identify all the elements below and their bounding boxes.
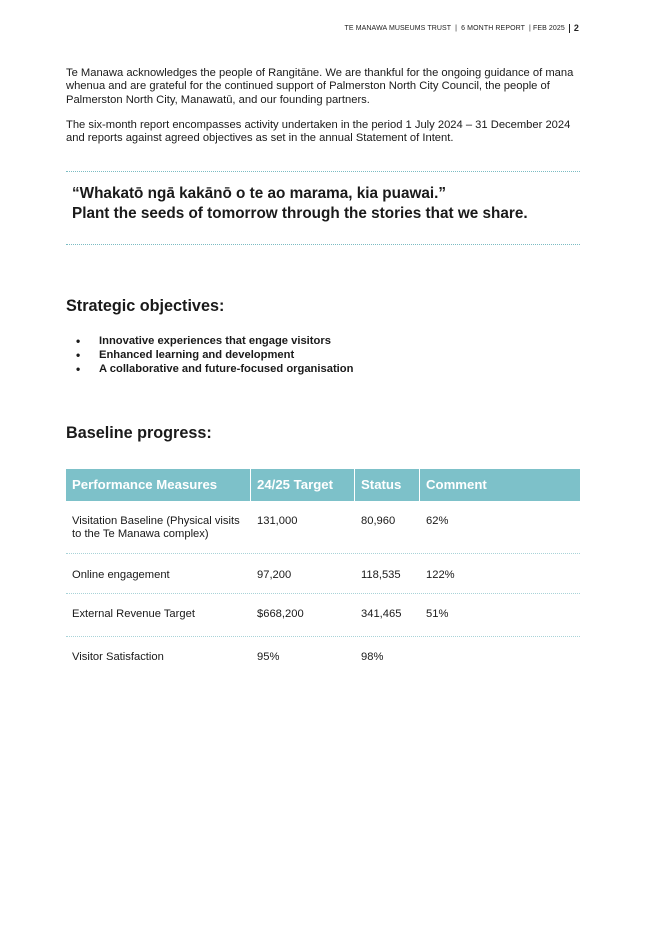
header-text: TE MANAWA MUSEUMS TRUST | 6 MONTH REPORT | FEB 2025 [344, 25, 565, 32]
table-row [66, 594, 580, 637]
quote-line-english: Plant the seeds of tomorrow through the stories that we share. [72, 205, 528, 222]
list-item: • Innovative experiences that engage visitors [66, 334, 353, 348]
table-row [66, 501, 580, 554]
cell-status: 118,535 [361, 569, 401, 581]
quote-line-maori: “Whakatō ngā kakānō o te ao marama, kia puawai.” [72, 185, 447, 202]
quote-box [66, 171, 580, 245]
cell-status: 80,960 [361, 515, 396, 527]
progress-heading: Baseline progress: [66, 424, 212, 442]
table-body [66, 501, 580, 677]
intro-paragraph-acknowledgement: Te Manawa acknowledges the people of Rangitāne. We are thankful for the ongoing guidance of mana whenua and are grateful for the continued support of Palmerston North City Council, the people of Palmerston North City, Manawatū, and our founding partners. [66, 67, 574, 106]
page-header [345, 24, 579, 33]
table-row [66, 637, 580, 677]
cell-status: 98% [361, 651, 384, 663]
column-header-target: 24/25 Target [251, 469, 355, 501]
column-header-comment: Comment [426, 477, 487, 492]
cell-comment: 122% [426, 569, 455, 581]
cell-target: 95% [257, 651, 280, 663]
column-header-measures: Performance Measures [66, 469, 251, 501]
cell-comment: 62% [426, 515, 449, 527]
performance-table [66, 469, 580, 677]
intro-paragraph-period: The six-month report encompasses activity undertaken in the period 1 July 2024 – 31 December 2024 and reports against agreed objectives as set in the annual Statement of Intent. [66, 119, 571, 145]
cell-status: 341,465 [361, 608, 402, 620]
cell-target: $668,200 [257, 608, 304, 620]
cell-measure: Online engagement [72, 569, 170, 581]
list-item: • Enhanced learning and development [66, 348, 353, 362]
cell-comment [420, 651, 580, 677]
cell-measure: Visitation Baseline (Physical visits to the Te Manawa complex) [72, 515, 240, 541]
cell-comment: 51% [426, 608, 449, 620]
list-item: • A collaborative and future-focused organisation [66, 362, 353, 376]
table-header-row [66, 469, 580, 501]
page-number: 2 [569, 24, 579, 33]
cell-target: 131,000 [257, 515, 298, 527]
column-header-status: Status [355, 469, 420, 501]
objectives-heading: Strategic objectives: [66, 297, 225, 315]
cell-target: 97,200 [257, 569, 292, 581]
cell-measure: External Revenue Target [72, 608, 195, 620]
objectives-list [66, 334, 353, 376]
cell-measure: Visitor Satisfaction [72, 651, 164, 663]
table-row [66, 554, 580, 594]
